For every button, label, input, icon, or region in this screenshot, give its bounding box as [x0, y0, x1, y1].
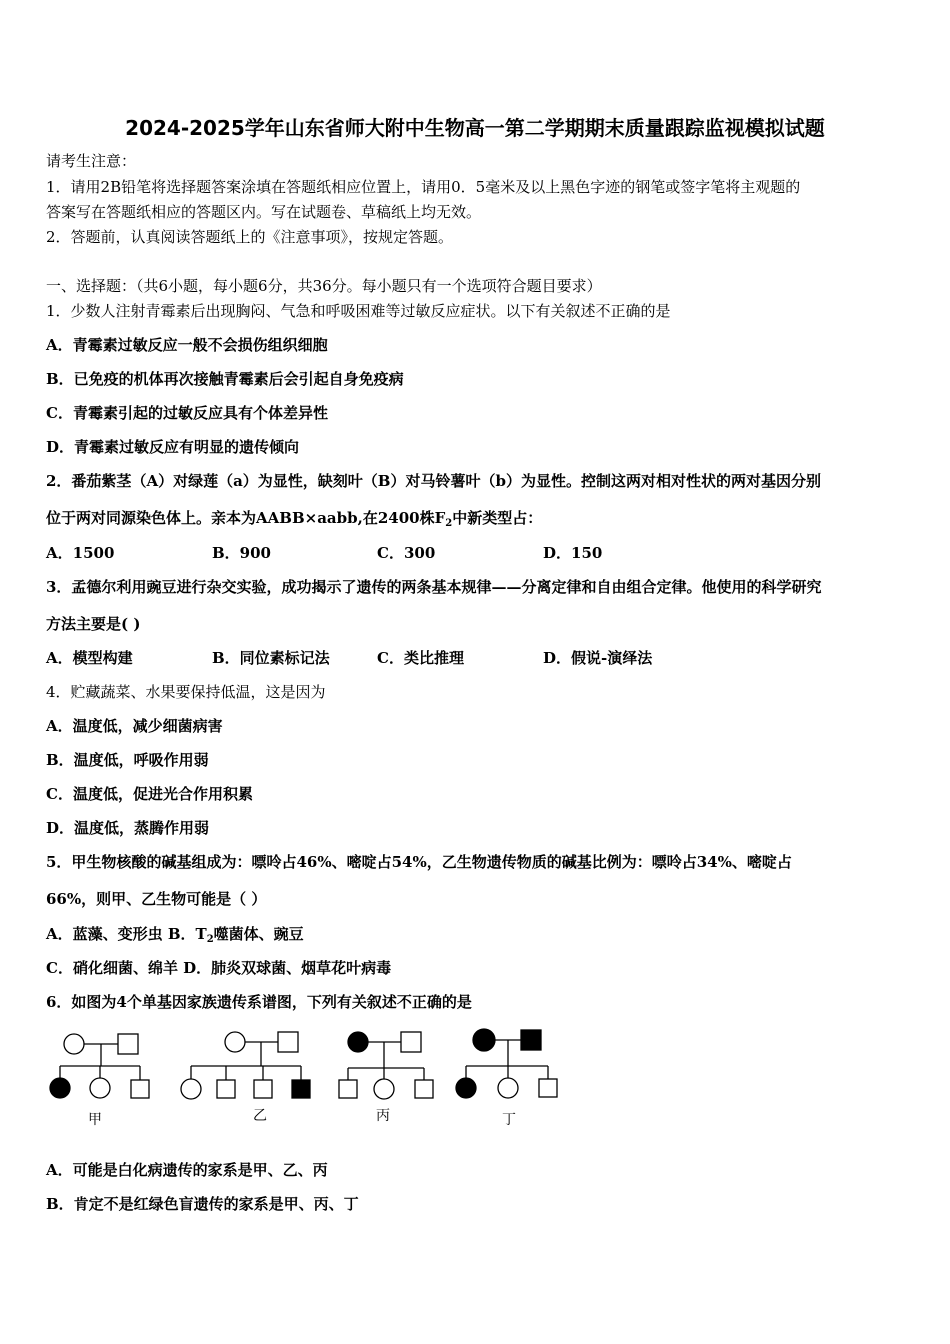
- question-1-stem: 1．少数人注射青霉素后出现胸闷、气急和呼吸困难等过敏反应症状。以下有关叙述不正确的是: [46, 302, 671, 320]
- question-2-option-c: C．300: [377, 544, 436, 562]
- bing-normal-son-1: [339, 1080, 357, 1098]
- question-5-options-cd: C．硝化细菌、绵羊 D．肺炎双球菌、烟草花叶病毒: [46, 959, 392, 977]
- question-2-stem-line-1: 2．番茄紫茎（A）对绿莲（a）为显性，缺刻叶（B）对马铃薯叶（b）为显性。控制这两对相对性状的两对基因分别: [46, 472, 821, 490]
- yi-father-normal: [278, 1032, 298, 1052]
- section-heading: 一、选择题：（共6小题，每小题6分，共36分。每小题只有一个选项符合题目要求）: [46, 277, 602, 295]
- pedigree-label-ding: 丁: [502, 1112, 516, 1128]
- ding-affected-father: [521, 1030, 541, 1050]
- question-1-option-b: B．已免疫的机体再次接触青霉素后会引起自身免疫病: [46, 370, 404, 388]
- pedigree-ding: [456, 1029, 557, 1098]
- question-1-option-c: C．青霉素引起的过敏反应具有个体差异性: [46, 404, 328, 422]
- notice-item-1-line-2: 答案写在答题纸相应的答题区内。写在试题卷、草稿纸上均无效。: [46, 203, 482, 221]
- bing-affected-mother: [348, 1032, 368, 1052]
- question-5-stem-line-1: 5．甲生物核酸的碱基组成为：嘌呤占46%、嘧啶占54%，乙生物遗传物质的碱基比例为：嘌呤占34%、嘧啶占: [46, 853, 792, 871]
- question-2-option-a: A．1500: [46, 544, 115, 562]
- question-3-option-c: C．类比推理: [377, 649, 464, 667]
- pedigree-label-yi: 乙: [253, 1108, 267, 1124]
- yi-normal-daughter: [181, 1079, 201, 1099]
- question-3-option-a: A．模型构建: [46, 649, 133, 667]
- question-6-option-b: B．肯定不是红绿色盲遗传的家系是甲、丙、丁: [46, 1195, 359, 1213]
- pedigree-figure: [40, 1024, 570, 1134]
- question-2-option-d: D．150: [543, 544, 603, 562]
- bing-normal-daughter: [374, 1079, 394, 1099]
- question-6-option-a: A．可能是白化病遗传的家系是甲、乙、丙: [46, 1161, 328, 1179]
- yi-normal-son-1: [217, 1080, 235, 1098]
- pedigree-label-bing: 丙: [376, 1108, 390, 1124]
- bing-normal-father: [401, 1032, 421, 1052]
- jia-normal-daughter: [90, 1078, 110, 1098]
- ding-affected-daughter: [456, 1078, 476, 1098]
- question-2-stem-line-2: 位于两对同源染色体上。亲本为AABB×aabb,在2400株$F_2$中新类型占：: [46, 509, 543, 529]
- pedigree-label-jia: 甲: [88, 1112, 102, 1128]
- question-1-option-d: D．青霉素过敏反应有明显的遗传倾向: [46, 438, 300, 456]
- question-4-option-a: A．温度低，减少细菌病害: [46, 717, 223, 735]
- pedigree-jia: [50, 1034, 149, 1098]
- question-5-options-ab: A．蓝藻、变形虫 B．$T_2$噬菌体、豌豆: [46, 925, 304, 945]
- question-6-stem: 6．如图为4个单基因家族遗传系谱图，下列有关叙述不正确的是: [46, 993, 472, 1011]
- pedigree-yi: [181, 1032, 310, 1099]
- yi-mother-normal: [225, 1032, 245, 1052]
- question-4-option-d: D．温度低，蒸腾作用弱: [46, 819, 210, 837]
- question-5-stem-line-2: 66%，则甲、乙生物可能是（ ）: [46, 890, 267, 908]
- yi-affected-son: [292, 1080, 310, 1098]
- jia-affected-daughter: [50, 1078, 70, 1098]
- notice-heading: 请考生注意：: [46, 152, 137, 170]
- notice-item-2: 2．答题前，认真阅读答题纸上的《注意事项》，按规定答题。: [46, 228, 454, 246]
- jia-mother-normal-male: [118, 1034, 138, 1054]
- jia-father-normal-female: [64, 1034, 84, 1054]
- question-1-option-a: A．青霉素过敏反应一般不会损伤组织细胞: [46, 336, 328, 354]
- question-3-option-d: D．假说-演绎法: [543, 649, 653, 667]
- question-4-option-b: B．温度低，呼吸作用弱: [46, 751, 209, 769]
- jia-normal-son: [131, 1080, 149, 1098]
- yi-normal-son-2: [254, 1080, 272, 1098]
- question-4-stem: 4．贮藏蔬菜、水果要保持低温，这是因为: [46, 683, 326, 701]
- question-4-option-c: C．温度低，促进光合作用积累: [46, 785, 253, 803]
- question-3-stem-line-2: 方法主要是( ): [46, 615, 141, 633]
- bing-normal-son-2: [415, 1080, 433, 1098]
- notice-item-1-line-1: 1．请用2B铅笔将选择题答案涂填在答题纸相应位置上，请用0．5毫米及以上黑色字迹的钢笔或签字笔将主观题的: [46, 178, 801, 196]
- question-3-option-b: B．同位素标记法: [212, 649, 330, 667]
- ding-normal-daughter: [498, 1078, 518, 1098]
- question-2-option-b: B．900: [212, 544, 271, 562]
- ding-normal-son: [539, 1079, 557, 1097]
- ding-affected-mother: [473, 1029, 495, 1051]
- page-title: 2024-2025学年山东省师大附中生物高一第二学期期末质量跟踪监视模拟试题: [125, 116, 825, 140]
- pedigree-bing: [339, 1032, 433, 1099]
- question-3-stem-line-1: 3．孟德尔利用豌豆进行杂交实验，成功揭示了遗传的两条基本规律——分离定律和自由组合定律。他使用的科学研究: [46, 578, 822, 596]
